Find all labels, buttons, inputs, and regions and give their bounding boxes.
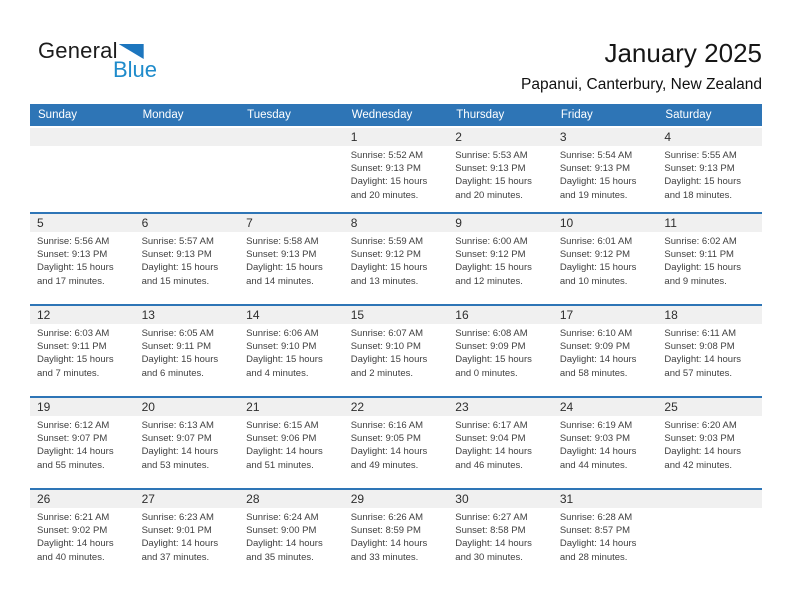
day-details (344, 416, 449, 472)
sunrise-text: Sunrise: 6:06 AM (246, 328, 319, 339)
day-number: 4 (657, 128, 762, 146)
sunset-text: Sunset: 9:12 PM (559, 249, 631, 261)
day-cell-6 (135, 214, 240, 304)
logo-text-general: General (38, 38, 118, 63)
sunset-text: Sunset: 9:13 PM (37, 249, 108, 261)
sunset-text: Sunset: 9:13 PM (350, 163, 421, 175)
day-cell-27 (135, 490, 240, 580)
title-block (202, 38, 762, 94)
sunrise-text: Sunrise: 6:02 AM (664, 236, 737, 247)
calendar-week-row (30, 304, 762, 396)
sunrise-text: Sunrise: 6:21 AM (37, 512, 110, 523)
sunset-text: Sunset: 9:10 PM (350, 341, 421, 353)
day-cell-5 (30, 214, 135, 304)
sunset-text: Sunset: 8:57 PM (559, 525, 631, 537)
day-details (344, 508, 449, 564)
weekday-header-friday: Friday (560, 109, 593, 121)
day-number: 16 (448, 306, 553, 324)
day-number: 5 (30, 214, 135, 232)
sunset-text: Sunset: 9:13 PM (664, 163, 735, 175)
daylight-text: Daylight: 15 hours and 20 minutes. (350, 176, 428, 201)
day-cell-19 (30, 398, 135, 488)
day-details (657, 146, 762, 202)
weekday-header-sunday: Sunday (38, 109, 78, 121)
daylight-text: Daylight: 14 hours and 40 minutes. (37, 538, 114, 563)
sunset-text: Sunset: 9:13 PM (455, 163, 526, 175)
day-cell-3 (553, 128, 658, 212)
sunrise-text: Sunrise: 6:17 AM (455, 420, 528, 431)
daylight-text: Daylight: 14 hours and 57 minutes. (664, 354, 741, 379)
sunset-text: Sunset: 8:58 PM (455, 525, 526, 537)
day-cell-4 (657, 128, 762, 212)
sunrise-text: Sunrise: 6:12 AM (37, 420, 110, 431)
sunset-text: Sunset: 9:11 PM (664, 249, 734, 261)
day-number: 15 (344, 306, 449, 324)
day-cell-10 (553, 214, 658, 304)
day-number: 13 (135, 306, 240, 324)
day-cell-1 (344, 128, 449, 212)
sunset-text: Sunset: 9:13 PM (559, 163, 631, 175)
day-cell-26 (30, 490, 135, 580)
sunrise-text: Sunrise: 6:05 AM (141, 328, 214, 339)
day-details (239, 232, 344, 288)
day-details (448, 508, 553, 564)
day-cell-15 (344, 306, 449, 396)
day-details (553, 232, 658, 288)
day-number: 18 (657, 306, 762, 324)
daylight-text: Daylight: 15 hours and 12 minutes. (455, 262, 532, 287)
day-number: 30 (448, 490, 553, 508)
daylight-text: Daylight: 14 hours and 55 minutes. (37, 446, 114, 471)
sunset-text: Sunset: 9:04 PM (455, 433, 526, 445)
day-number: 23 (448, 398, 553, 416)
calendar-week-row (30, 396, 762, 488)
day-details (30, 324, 135, 380)
daylight-text: Daylight: 14 hours and 51 minutes. (246, 446, 323, 471)
day-number: 21 (239, 398, 344, 416)
day-number: 6 (135, 214, 240, 232)
daylight-text: Daylight: 15 hours and 2 minutes. (350, 354, 428, 379)
daylight-text: Daylight: 14 hours and 46 minutes. (455, 446, 532, 471)
page-subtitle: Papanui, Canterbury, New Zealand (521, 76, 762, 93)
logo-text-blue: Blue (113, 57, 158, 82)
sunrise-text: Sunrise: 5:53 AM (455, 150, 528, 161)
sunrise-text: Sunrise: 6:19 AM (559, 420, 633, 431)
day-cell-18 (657, 306, 762, 396)
day-number: 7 (239, 214, 344, 232)
daylight-text: Daylight: 14 hours and 42 minutes. (664, 446, 741, 471)
empty-day-cell (135, 128, 240, 212)
weekday-header-wednesday: Wednesday (351, 109, 413, 121)
daylight-text: Daylight: 15 hours and 13 minutes. (350, 262, 428, 287)
daylight-text: Daylight: 15 hours and 10 minutes. (559, 262, 637, 287)
day-details (239, 508, 344, 564)
sunset-text: Sunset: 9:11 PM (37, 341, 107, 353)
page-title: January 2025 (604, 38, 762, 68)
day-number: 2 (448, 128, 553, 146)
daylight-text: Daylight: 14 hours and 44 minutes. (559, 446, 637, 471)
day-number: 20 (135, 398, 240, 416)
sunset-text: Sunset: 9:03 PM (664, 433, 735, 445)
sunrise-text: Sunrise: 6:00 AM (455, 236, 528, 247)
daylight-text: Daylight: 14 hours and 58 minutes. (559, 354, 637, 379)
day-number: 22 (344, 398, 449, 416)
day-number: 29 (344, 490, 449, 508)
day-number: 8 (344, 214, 449, 232)
daylight-text: Daylight: 15 hours and 19 minutes. (559, 176, 637, 201)
empty-day-strip (30, 128, 135, 146)
sunrise-text: Sunrise: 6:20 AM (664, 420, 737, 431)
daylight-text: Daylight: 15 hours and 4 minutes. (246, 354, 323, 379)
day-cell-22 (344, 398, 449, 488)
daylight-text: Daylight: 14 hours and 49 minutes. (350, 446, 428, 471)
day-number: 10 (553, 214, 658, 232)
sunset-text: Sunset: 9:12 PM (455, 249, 526, 261)
day-details (553, 324, 658, 380)
weekday-header-thursday: Thursday (456, 109, 505, 121)
sunrise-text: Sunrise: 6:23 AM (141, 512, 214, 523)
empty-day-strip (657, 490, 762, 508)
sunset-text: Sunset: 9:11 PM (141, 341, 212, 353)
day-number: 14 (239, 306, 344, 324)
sunset-text: Sunset: 9:13 PM (141, 249, 212, 261)
daylight-text: Daylight: 14 hours and 35 minutes. (246, 538, 323, 563)
sunrise-text: Sunrise: 6:15 AM (246, 420, 319, 431)
sunrise-text: Sunrise: 5:52 AM (350, 150, 424, 161)
day-number: 25 (657, 398, 762, 416)
sunrise-text: Sunrise: 6:03 AM (37, 328, 110, 339)
day-details (30, 508, 135, 564)
sunrise-text: Sunrise: 6:28 AM (559, 512, 633, 523)
sunrise-text: Sunrise: 5:55 AM (664, 150, 737, 161)
sunset-text: Sunset: 9:09 PM (455, 341, 526, 353)
day-cell-31 (553, 490, 658, 580)
day-details (448, 232, 553, 288)
empty-day-cell (30, 128, 135, 212)
day-cell-29 (344, 490, 449, 580)
day-cell-24 (553, 398, 658, 488)
daylight-text: Daylight: 15 hours and 6 minutes. (141, 354, 219, 379)
empty-day-cell (657, 490, 762, 580)
sunset-text: Sunset: 9:05 PM (350, 433, 421, 445)
day-number: 19 (30, 398, 135, 416)
day-number: 11 (657, 214, 762, 232)
daylight-text: Daylight: 14 hours and 33 minutes. (350, 538, 428, 563)
day-number: 17 (553, 306, 658, 324)
day-cell-30 (448, 490, 553, 580)
sunset-text: Sunset: 9:07 PM (141, 433, 212, 445)
sunrise-text: Sunrise: 6:27 AM (455, 512, 528, 523)
day-cell-12 (30, 306, 135, 396)
day-details (344, 232, 449, 288)
day-details (344, 324, 449, 380)
daylight-text: Daylight: 14 hours and 30 minutes. (455, 538, 532, 563)
daylight-text: Daylight: 14 hours and 53 minutes. (141, 446, 219, 471)
sunrise-text: Sunrise: 5:56 AM (37, 236, 110, 247)
day-details (30, 416, 135, 472)
daylight-text: Daylight: 15 hours and 0 minutes. (455, 354, 532, 379)
daylight-text: Daylight: 15 hours and 15 minutes. (141, 262, 219, 287)
day-details (553, 508, 658, 564)
day-details (135, 324, 240, 380)
empty-day-strip (135, 128, 240, 146)
sunrise-text: Sunrise: 6:10 AM (559, 328, 633, 339)
day-number: 31 (553, 490, 658, 508)
weekday-header-saturday: Saturday (665, 109, 712, 121)
weekday-header-monday: Monday (142, 109, 184, 121)
day-number: 3 (553, 128, 658, 146)
sunset-text: Sunset: 9:13 PM (246, 249, 317, 261)
weekday-header-tuesday: Tuesday (247, 109, 291, 121)
sunset-text: Sunset: 9:03 PM (559, 433, 631, 445)
daylight-text: Daylight: 15 hours and 14 minutes. (246, 262, 323, 287)
day-details (239, 416, 344, 472)
day-details (553, 146, 658, 202)
day-cell-20 (135, 398, 240, 488)
sunset-text: Sunset: 9:10 PM (246, 341, 317, 353)
sunset-text: Sunset: 9:01 PM (141, 525, 212, 537)
sunrise-text: Sunrise: 5:57 AM (141, 236, 214, 247)
day-cell-16 (448, 306, 553, 396)
day-cell-11 (657, 214, 762, 304)
day-details (30, 232, 135, 288)
day-details (657, 324, 762, 380)
day-cell-23 (448, 398, 553, 488)
sunrise-text: Sunrise: 6:08 AM (455, 328, 528, 339)
day-details (448, 146, 553, 202)
day-details (344, 146, 449, 202)
sunset-text: Sunset: 8:59 PM (350, 525, 421, 537)
day-details (657, 232, 762, 288)
sunrise-text: Sunrise: 6:24 AM (246, 512, 319, 523)
sunrise-text: Sunrise: 5:58 AM (246, 236, 319, 247)
weekday-header-row (30, 104, 762, 126)
sunset-text: Sunset: 9:07 PM (37, 433, 108, 445)
sunset-text: Sunset: 9:06 PM (246, 433, 317, 445)
day-cell-9 (448, 214, 553, 304)
calendar-week-row (30, 488, 762, 580)
sunrise-text: Sunrise: 6:26 AM (350, 512, 424, 523)
sunset-text: Sunset: 9:00 PM (246, 525, 317, 537)
day-details (448, 416, 553, 472)
empty-day-cell (239, 128, 344, 212)
calendar-grid (30, 104, 762, 580)
day-cell-25 (657, 398, 762, 488)
day-number: 12 (30, 306, 135, 324)
daylight-text: Daylight: 14 hours and 37 minutes. (141, 538, 219, 563)
day-number: 9 (448, 214, 553, 232)
day-cell-7 (239, 214, 344, 304)
sunset-text: Sunset: 9:12 PM (350, 249, 421, 261)
calendar-body (30, 126, 762, 580)
day-number: 24 (553, 398, 658, 416)
day-cell-2 (448, 128, 553, 212)
day-details (553, 416, 658, 472)
sunrise-text: Sunrise: 6:01 AM (559, 236, 633, 247)
day-number: 1 (344, 128, 449, 146)
calendar-week-row (30, 126, 762, 212)
sunrise-text: Sunrise: 6:13 AM (141, 420, 214, 431)
day-cell-14 (239, 306, 344, 396)
daylight-text: Daylight: 15 hours and 9 minutes. (664, 262, 741, 287)
day-details (448, 324, 553, 380)
day-details (135, 232, 240, 288)
sunset-text: Sunset: 9:02 PM (37, 525, 108, 537)
day-details (135, 508, 240, 564)
sunset-text: Sunset: 9:08 PM (664, 341, 735, 353)
day-details (239, 324, 344, 380)
day-cell-13 (135, 306, 240, 396)
sunrise-text: Sunrise: 6:11 AM (664, 328, 737, 339)
empty-day-strip (239, 128, 344, 146)
daylight-text: Daylight: 15 hours and 18 minutes. (664, 176, 741, 201)
day-details (657, 416, 762, 472)
daylight-text: Daylight: 15 hours and 17 minutes. (37, 262, 114, 287)
day-details (135, 416, 240, 472)
day-cell-21 (239, 398, 344, 488)
day-cell-28 (239, 490, 344, 580)
calendar-week-row (30, 212, 762, 304)
daylight-text: Daylight: 15 hours and 20 minutes. (455, 176, 532, 201)
daylight-text: Daylight: 15 hours and 7 minutes. (37, 354, 114, 379)
sunset-text: Sunset: 9:09 PM (559, 341, 631, 353)
day-number: 26 (30, 490, 135, 508)
general-blue-logo (38, 40, 157, 81)
sunrise-text: Sunrise: 5:59 AM (350, 236, 424, 247)
day-cell-8 (344, 214, 449, 304)
day-number: 27 (135, 490, 240, 508)
day-number: 28 (239, 490, 344, 508)
sunrise-text: Sunrise: 5:54 AM (559, 150, 633, 161)
sunrise-text: Sunrise: 6:16 AM (350, 420, 424, 431)
sunrise-text: Sunrise: 6:07 AM (350, 328, 424, 339)
daylight-text: Daylight: 14 hours and 28 minutes. (559, 538, 637, 563)
day-cell-17 (553, 306, 658, 396)
